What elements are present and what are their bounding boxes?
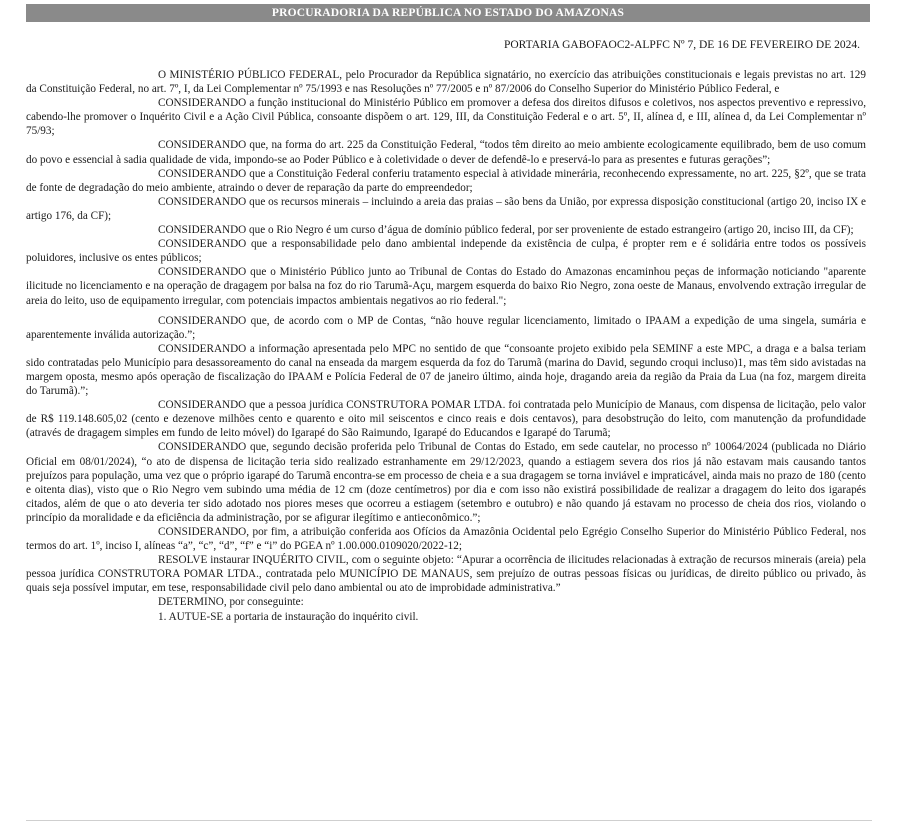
- paragraph-preamble: O MINISTÉRIO PÚBLICO FEDERAL, pelo Procurador da República signatário, no exercício das atribuições constitucionais e legais previstas no art. 129 da Constituição Federal, no art. 7º, I, da Lei Complementar nº 75/1993 e nas Resoluções nº 77/2005 e nº 87/2006 do Conselho Superior do Ministério Público Federal, e: [26, 69, 866, 96]
- paragraph-determino: DETERMINO, por conseguinte:: [158, 596, 304, 609]
- paragraph-resolve: RESOLVE instaurar INQUÉRITO CIVIL, com o seguinte objeto: “Apurar a ocorrência de ilicitudes relacionadas à extração de recursos minerais (areia) pela pessoa jurídica CONSTRUTORA POMAR LTDA., contratada pelo MUNICÍPIO DE MANAUS, sem prejuízo de outras pessoas físicas ou jurídicas, de direito público ou privado, às quais seja possível imputar, em tese, responsabilidade civil pelo dano ambiental ou ato de improbidade administrativa.”: [26, 554, 866, 595]
- paragraph-considerando: CONSIDERANDO, por fim, a atribuição conferida aos Ofícios da Amazônia Ocidental pelo Egrégio Conselho Superior do Ministério Público Federal, nos termos do art. 1º, inciso I, alíneas “a”, “c”, “d”, “f” e “i” do PGEA nº 1.00.000.0109020/2022-12;: [26, 526, 866, 553]
- paragraph-considerando: CONSIDERANDO que, segundo decisão proferida pelo Tribunal de Contas do Estado, em sede cautelar, no processo nº 10064/2024 (publicada no Diário Oficial em 08/01/2024), “o ato de dispensa de licitação teria sido realizado estranhamente em 29/12/2023, quando a estiagem severa dos rios já não estavam mais causando tantos prejuízos para população, uma vez que o próprio igarapé do Tarumã encontra-se em processo de cheia e a sua dragagem se torna inviável e impraticável, ainda mais no prazo de 180 (cento e oitenta dias), visto que o Rio Negro vem subindo uma média de 12 cm (doze centímetros) por dia e com isso não existirá possibilidade de realizar a dragagem do leito dos igarapés citados, além de que o ato deveria ter sido adotado nos piores meses que ocorreu a estiagem (setembro e outubro) e não quando já estavam no processo de cheia dos rios, violando o princípio da moralidade e da eficiência da administração, por se afigurar ilegítimo e antieconômico.”;: [26, 441, 866, 524]
- paragraph-considerando: CONSIDERANDO que o Rio Negro é um curso d’água de domínio público federal, por ser proveniente de estado estrangeiro (artigo 20, inciso III, da CF);: [158, 224, 854, 237]
- paragraph-considerando: CONSIDERANDO que o Ministério Público junto ao Tribunal de Contas do Estado do Amazonas encaminhou peças de informação noticiando "aparente ilicitude no licenciamento e na operação de dragagem por balsa na foz do rio Tarumã-Açu, margem esquerda do baixo Rio Negro, zona oeste de Manaus, envolvendo extração irregular de areia do leito, uso de equipamento irregular, com potenciais impactos ambientais negativos ao rio federal.";: [26, 266, 866, 307]
- agency-banner: PROCURADORIA DA REPÚBLICA NO ESTADO DO AMAZONAS: [26, 4, 870, 22]
- paragraph-considerando: CONSIDERANDO que, na forma do art. 225 da Constituição Federal, “todos têm direito ao meio ambiente ecologicamente equilibrado, bem de uso comum do povo e essencial à sadia qualidade de vida, impondo-se ao Poder Público e à coletividade o dever de defendê-lo e preservá-lo para as presentes e futuras gerações”;: [26, 139, 866, 166]
- document-body: [26, 68, 866, 624]
- portaria-title: PORTARIA GABOFAOC2-ALPFC Nº 7, DE 16 DE FEVEREIRO DE 2024.: [503, 39, 860, 51]
- paragraph-considerando: CONSIDERANDO que a pessoa jurídica CONSTRUTORA POMAR LTDA. foi contratada pelo Município de Manaus, com dispensa de licitação, pelo valor de R$ 119.148.605,02 (cento e dezenove milhões cento e quarento e oito mil seiscentos e cinco reais e dois centavos), para desobstrução do leito, com manutenção da profundidade (através de dragagem simples em fundo de leito móvel) do Igarapé do São Raimundo, Igarapé do Educandos e Igarapé do Tarumã;: [26, 399, 866, 440]
- paragraph-item-1: 1. AUTUE-SE a portaria de instauração do inquérito civil.: [158, 610, 419, 623]
- paragraph-considerando: CONSIDERANDO a função institucional do Ministério Público em promover a defesa dos direitos difusos e coletivos, nos aspectos preventivo e repressivo, cabendo-lhe promover o Inquérito Civil e a Ação Civil Pública, consoante dispõem o art. 129, III, da Constituição Federal e o art. 5º, II, alínea d, e III, alínea d, da Lei Complementar nº 75/93;: [26, 97, 866, 138]
- page-divider: [26, 820, 872, 821]
- paragraph-considerando: CONSIDERANDO que os recursos minerais – incluindo a areia das praias – são bens da União, por expressa disposição constitucional (artigo 20, inciso IX e artigo 176, da CF);: [26, 195, 866, 222]
- paragraph-considerando: CONSIDERANDO que a Constituição Federal conferiu tratamento especial à atividade minerária, reconhecendo expressamente, no art. 225, §2º, que se trata de fonte de degradação do meio ambiente, atraindo o dever de reparação da parte do empreendedor;: [26, 167, 866, 194]
- paragraph-considerando: CONSIDERANDO que, de acordo com o MP de Contas, “não houve regular licenciamento, limitado o IPAAM a expedição de uma singela, sumária e aparentemente inválida autorização.”;: [26, 314, 866, 341]
- paragraph-considerando: CONSIDERANDO que a responsabilidade pelo dano ambiental independe da existência de culpa, é propter rem e é solidária entre todos os possíveis poluidores, inclusive os entes públicos;: [26, 238, 866, 265]
- paragraph-considerando: CONSIDERANDO a informação apresentada pelo MPC no sentido de que “consoante projeto exibido pela SEMINF a este MPC, a draga e a balsa teriam sido contratadas pelo Município para desassoreamento do canal na enseada da margem esquerda da foz do Tarumã (marina do David, segundo croqui incluso)1, mas têm sido avistadas na margem oposta, mesmo após operação de fiscalização do IPAAM e Polícia Federal de 07 de janeiro último, ainda hoje, dragando areia da região da Praia da Lua (na foz, margem direita do Tarumã).”;: [26, 342, 866, 398]
